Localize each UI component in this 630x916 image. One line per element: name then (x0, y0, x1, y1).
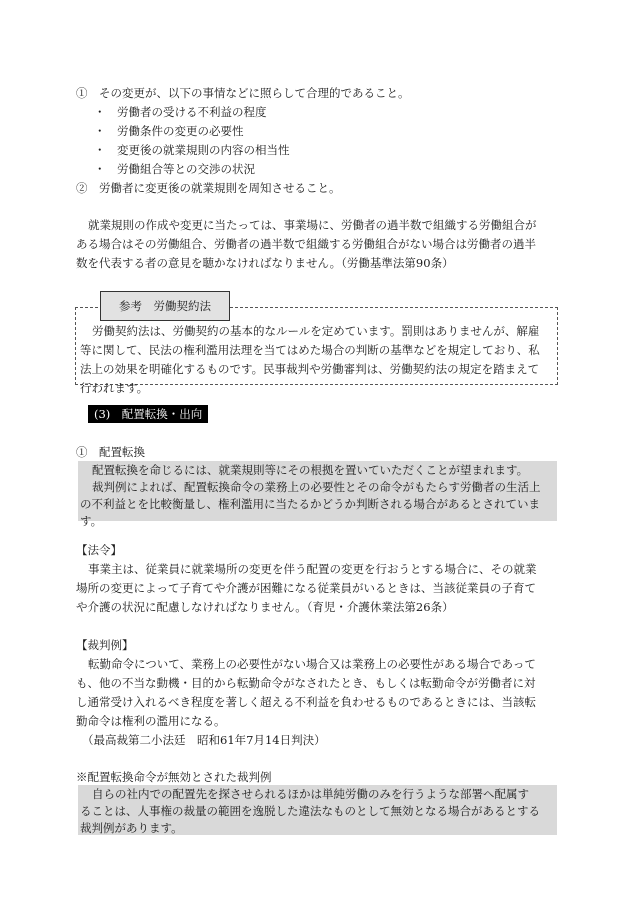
condition-bullet: ・ 労働条件の変更の必要性 (94, 124, 244, 138)
invalid-case-heading: ※配置転換命令が無効とされた裁判例 (76, 770, 272, 784)
condition-item-2: ② 労働者に変更後の就業規則を周知させること。 (76, 181, 341, 195)
reference-line: 等に関して、民法の権利濫用法理を当てはめた場合の判断の基準などを規定しており、私 (80, 343, 540, 357)
rules-paragraph-line: 数を代表する者の意見を聴かなければなりません。（労働基準法第90条） (76, 256, 454, 270)
case-body-line: 勤命令は権利の濫用になる。 (76, 714, 226, 728)
shaded-note-line: の不利益とを比較衡量し、権利濫用に当たるかどうか判断される場合があるとされていま (80, 497, 540, 511)
shaded-note-text (80, 462, 554, 530)
subsection-heading: ① 配置転換 (76, 445, 145, 459)
rules-paragraph-line: 就業規則の作成や変更に当たっては、事業場に、労働者の過半数で組織する労働組合が (88, 218, 537, 232)
reference-title: 参考 労働契約法 (100, 291, 230, 321)
case-body-line: し通常受け入れるべき程度を著しく超える不利益を負わせるものであるときには、当該転 (76, 695, 536, 709)
law-body-line: 場所の変更によって子育てや介護が困難になる従業員がいるときは、当該従業員の子育て (76, 581, 536, 595)
shaded-note-line: す。 (80, 514, 103, 528)
condition-bullet: ・ 労働組合等との交渉の状況 (94, 162, 255, 176)
condition-bullet: ・ 労働者の受ける不利益の程度 (94, 105, 267, 119)
case-heading: 【裁判例】 (76, 638, 134, 652)
shaded-case-text (80, 786, 554, 837)
shaded-note-line: 配置転換を命じるには、就業規則等にその根拠を置いていただくことが望まれます。 (92, 463, 529, 477)
case-body-line: も、他の不当な動機・目的から転勤命令がなされたとき、もしくは転勤命令が労働者に対 (76, 676, 536, 690)
rules-paragraph-line: ある場合はその労働組合、労働者の過半数で組織する労働組合がない場合は労働者の過半 (76, 237, 536, 251)
reference-line: 法上の効果を明確化するものです。民事裁判や労働審判は、労働契約法の規定を踏まえて (80, 362, 540, 376)
reference-line: 労働契約法は、労働契約の基本的なルールを定めています。罰則はありませんが、解雇 (92, 324, 540, 338)
case-citation: （最高裁第二小法廷 昭和61年7月14日判決） (82, 733, 326, 747)
law-body-line: や介護の状況に配慮しなければなりません。（育児・介護休業法第26条） (76, 600, 454, 614)
law-heading: 【法令】 (76, 543, 122, 557)
shaded-case-line: 自らの社内での配置先を探させられるほかは単純労働のみを行うような部署へ配属す (92, 787, 529, 801)
condition-bullet: ・ 変更後の就業規則の内容の相当性 (94, 143, 290, 157)
reference-body (80, 322, 554, 398)
law-body-line: 事業主は、従業員に就業場所の変更を伴う配置の変更を行おうとする場合に、その就業 (88, 562, 537, 576)
condition-item-1: ① その変更が、以下の事情などに照らして合理的であること。 (76, 86, 410, 100)
shaded-note-line: 裁判例によれば、配置転換命令の業務上の必要性とその命令がもたらす労働者の生活上 (92, 480, 541, 494)
reference-line: 行われます。 (80, 381, 149, 395)
case-body-line: 転勤命令について、業務上の必要性がない場合又は業務上の必要性がある場合であって (88, 657, 536, 671)
shaded-case-line: ることは、人事権の裁量の範囲を逸脱した違法なものとして無効となる場合があるとする (80, 804, 540, 818)
shaded-case-line: 裁判例があります。 (80, 821, 183, 835)
section-heading: (3) 配置転換・出向 (88, 405, 208, 423)
